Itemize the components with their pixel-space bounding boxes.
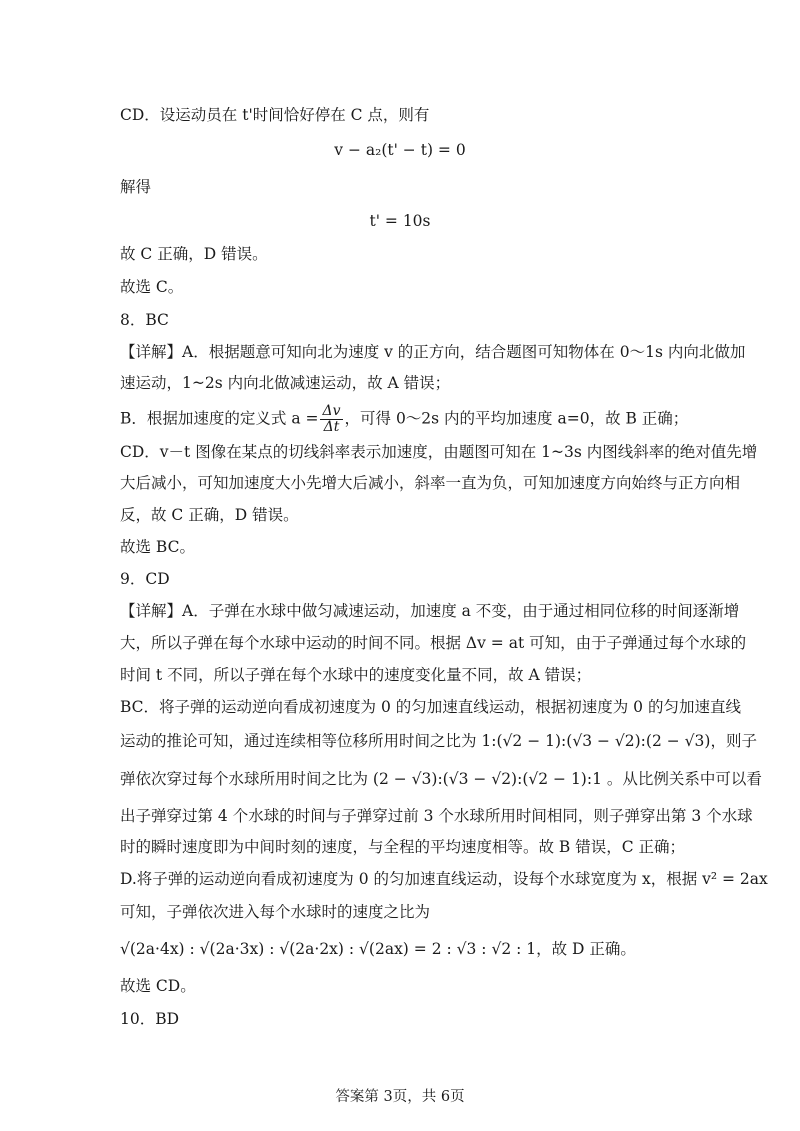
page-footer: 答案第 3页，共 6页: [335, 1089, 465, 1105]
text-line: 运动的推论可知，通过连续相等位移所用时间之比为 1:(√2 − 1):(√3 − √2):(2 − √3)，则子: [120, 732, 757, 750]
fraction-denominator: Δt: [323, 419, 340, 435]
equation-line: √(2a·4x) : √(2a·3x) : √(2a·2x) : √(2ax) = 2 : √3 : √2 : 1，故 D 正确。: [120, 940, 636, 958]
text-line: 时间 t 不同，所以子弹在每个水球中的速度变化量不同，故 A 错误；: [120, 666, 592, 684]
text-line: 故选 C。: [120, 278, 184, 296]
text-line: 弹依次穿过每个水球所用时间之比为 (2 − √3):(√3 − √2):(√2 − 1):1 。从比例关系中可以看: [120, 770, 762, 788]
text-line: 【详解】A．子弹在水球中做匀减速运动，加速度 a 不变，由于通过相同位移的时间逐渐增: [120, 602, 740, 620]
text-line: 故选 CD。: [120, 977, 196, 995]
text-line: CD．v－t 图像在某点的切线斜率表示加速度，由题图可知在 1~3s 内图线斜率的绝对值先增: [120, 443, 758, 461]
text-line: CD．设运动员在 t'时间恰好停在 C 点，则有: [120, 106, 430, 124]
text-line: 【详解】A．根据题意可知向北为速度 v 的正方向，结合题图可知物体在 0～1s 内向北做加: [120, 343, 746, 361]
line-b-post: ，可得 0～2s 内的平均加速度 a=0，故 B 正确；: [344, 409, 689, 428]
text-line: 大后减小，可知加速度大小先增大后减小，斜率一直为负，可知加速度方向始终与正方向相: [120, 474, 741, 492]
equation: v − a₂(t' − t) = 0: [334, 141, 466, 159]
text-line: D.将子弹的运动逆向看成初速度为 0 的匀加速直线运动，设每个水球宽度为 x，根据 v² = 2ax: [120, 870, 768, 888]
equation: t' = 10s: [369, 212, 431, 230]
fraction: [320, 404, 342, 435]
text-line-with-fraction: [120, 403, 689, 435]
line-b-pre: B．根据加速度的定义式 a =: [120, 409, 319, 428]
text-line: BC．将子弹的运动逆向看成初速度为 0 的匀加速直线运动，根据初速度为 0 的匀加速直线: [120, 698, 741, 716]
text-line: 故 C 正确，D 错误。: [120, 245, 268, 263]
text-line: 时的瞬时速度即为中间时刻的速度，与全程的平均速度相等。故 B 错误，C 正确；: [120, 838, 686, 856]
text-line: 故选 BC。: [120, 538, 195, 556]
question-number: 8．BC: [120, 311, 169, 329]
question-number: 9．CD: [120, 570, 170, 588]
text-line: 出子弹穿过第 4 个水球的时间与子弹穿过前 3 个水球所用时间相同，则子弹穿出第 3 个水球: [120, 807, 753, 825]
text-line: 反，故 C 正确，D 错误。: [120, 506, 299, 524]
question-number: 10．BD: [120, 1010, 180, 1028]
text-line: 解得: [120, 178, 152, 196]
text-line: 速运动，1~2s 内向北做减速运动，故 A 错误；: [120, 374, 451, 392]
fraction-numerator: Δv: [322, 403, 341, 419]
text-line: 可知，子弹依次进入每个水球时的速度之比为: [120, 903, 431, 921]
text-line: 大，所以子弹在每个水球中运动的时间不同。根据 Δv = at 可知，由于子弹通过每个水球的: [120, 634, 747, 652]
